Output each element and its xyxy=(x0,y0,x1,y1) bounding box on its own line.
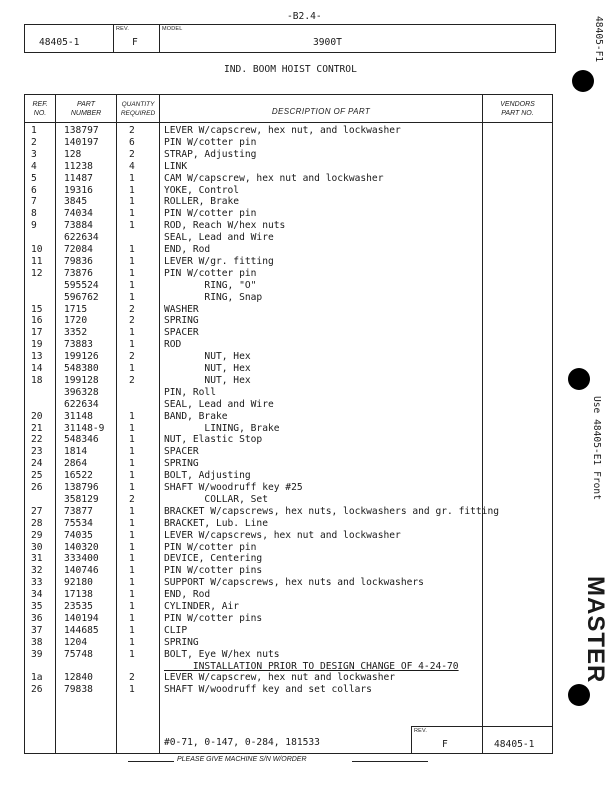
cell-part: 199126 xyxy=(64,351,99,363)
cell-part: 140320 xyxy=(64,541,99,553)
cell-desc: LEVER W/capscrew, hex nut and lockwasher xyxy=(164,672,396,684)
cell-part: 1814 xyxy=(64,446,88,458)
cell-part: 140194 xyxy=(64,612,99,624)
cell-ref: 6 xyxy=(31,184,37,196)
table-row xyxy=(25,672,552,684)
cell-ref: 27 xyxy=(31,505,43,517)
cell-qty: 1 xyxy=(129,434,135,446)
cell-qty: 1 xyxy=(129,458,135,470)
header-rev: F xyxy=(132,37,138,48)
cell-desc: BRACKET, Lub. Line xyxy=(164,517,268,529)
cell-ref: 32 xyxy=(31,565,43,577)
table-row xyxy=(25,565,552,577)
table-row xyxy=(25,196,552,208)
footer-refs: #0-71, 0-147, 0-284, 181533 xyxy=(164,737,320,748)
cell-part: 3352 xyxy=(64,327,88,339)
cell-ref: 15 xyxy=(31,303,43,315)
cell-part: 92180 xyxy=(64,577,93,589)
col-vendor-header: VENDORS PART NO. xyxy=(500,101,535,117)
cell-part: 23535 xyxy=(64,601,93,612)
cell-qty: 1 xyxy=(129,255,135,267)
cell-desc: BOLT, Adjusting xyxy=(164,470,251,482)
cell-ref: 4 xyxy=(31,160,37,172)
cell-desc: INSTALLATION PRIOR TO DESIGN CHANGE OF 4-24-70 xyxy=(164,660,459,672)
table-row xyxy=(25,530,552,542)
cell-qty: 1 xyxy=(129,684,135,696)
cell-ref: 22 xyxy=(31,434,43,446)
cell-desc: ROD, Reach W/hex nuts xyxy=(164,220,286,232)
cell-qty: 1 xyxy=(129,601,135,612)
cell-part: 358129 xyxy=(64,493,99,505)
cell-desc: NUT, Hex xyxy=(164,351,251,363)
cell-qty: 1 xyxy=(129,636,135,648)
cell-qty: 1 xyxy=(129,565,135,577)
master-stamp: MASTER xyxy=(582,576,609,684)
cell-part: 75748 xyxy=(64,648,93,660)
footer-part-no: 48405-1 xyxy=(494,739,535,750)
cell-desc: LEVER W/capscrew, hex nut, and lockwasher xyxy=(164,125,401,136)
cell-qty: 1 xyxy=(129,529,135,541)
cell-part: 74035 xyxy=(64,529,93,541)
cell-desc: LEVER W/capscrews, hex nut and lockwasher xyxy=(164,529,401,541)
cell-qty: 1 xyxy=(129,482,135,493)
header-box xyxy=(24,24,556,53)
cell-part: 31148 xyxy=(64,410,93,422)
table-row xyxy=(25,185,552,197)
cell-qty: 1 xyxy=(129,172,135,184)
cell-part: 73884 xyxy=(64,220,93,232)
table-row xyxy=(25,161,552,173)
cell-qty: 1 xyxy=(129,541,135,553)
cell-part: 199128 xyxy=(64,374,99,386)
table-row xyxy=(25,470,552,482)
cell-desc: RING, "O" xyxy=(164,279,257,291)
cell-desc: SPRING xyxy=(164,458,199,470)
cell-qty: 1 xyxy=(129,612,135,624)
cell-part: 79838 xyxy=(64,684,93,696)
cell-ref: 29 xyxy=(31,529,43,541)
cell-ref: 34 xyxy=(31,589,43,601)
cell-ref: 26 xyxy=(31,482,43,493)
cell-part: 548346 xyxy=(64,434,99,446)
cell-desc: NUT, Elastic Stop xyxy=(164,434,263,446)
cell-desc: LINK xyxy=(164,160,188,172)
cell-qty: 1 xyxy=(129,505,135,517)
table-row xyxy=(25,304,552,316)
cell-desc: PIN, Roll xyxy=(164,386,216,398)
cell-part: 11487 xyxy=(64,172,93,184)
cell-desc: YOKE, Control xyxy=(164,184,240,196)
cell-ref: 16 xyxy=(31,315,43,327)
page-number: -B2.4- xyxy=(287,11,322,22)
parts-table xyxy=(24,94,553,754)
table-row xyxy=(25,446,552,458)
table-row xyxy=(25,589,552,601)
footer-rev: F xyxy=(442,739,448,750)
table-row xyxy=(25,387,552,399)
col-ref-header: REF. NO. xyxy=(32,101,48,117)
cell-desc: WASHER xyxy=(164,303,199,315)
cell-desc: SHAFT W/woodruff key #25 xyxy=(164,482,303,493)
table-row xyxy=(25,220,552,232)
cell-qty: 1 xyxy=(129,327,135,339)
table-row xyxy=(25,506,552,518)
cell-part: 333400 xyxy=(64,553,99,565)
margin-use-note: Use 48405-E1 Front xyxy=(591,396,602,500)
cell-desc: PIN W/cotter pin xyxy=(164,267,257,279)
table-row xyxy=(25,625,552,637)
table-row xyxy=(25,149,552,161)
cell-ref: 31 xyxy=(31,553,43,565)
cell-desc: SHAFT W/woodruff key and set collars xyxy=(164,684,372,696)
cell-desc: CAM W/capscrew, hex nut and lockwasher xyxy=(164,172,384,184)
table-row xyxy=(25,256,552,268)
cell-qty: 1 xyxy=(129,422,135,434)
punch-hole-bottom xyxy=(568,684,590,706)
cell-qty: 2 xyxy=(129,315,135,327)
cell-part: 622634 xyxy=(64,398,99,410)
table-row xyxy=(25,649,552,661)
cell-desc: COLLAR, Set xyxy=(164,493,268,505)
cell-desc: PIN W/cotter pin xyxy=(164,541,257,553)
cell-desc: END, Rod xyxy=(164,244,211,255)
cell-desc: LEVER W/gr. fitting xyxy=(164,255,274,267)
cell-qty: 1 xyxy=(129,648,135,660)
table-row xyxy=(25,661,552,673)
table-row xyxy=(25,125,552,137)
cell-ref: 18 xyxy=(31,374,43,386)
cell-qty: 1 xyxy=(129,208,135,220)
cell-ref: 25 xyxy=(31,470,43,482)
cell-part: 11238 xyxy=(64,160,93,172)
cell-ref: 20 xyxy=(31,410,43,422)
cell-desc: STRAP, Adjusting xyxy=(164,148,257,160)
cell-qty: 1 xyxy=(129,291,135,303)
cell-desc: PIN W/cotter pin xyxy=(164,136,257,148)
cell-desc: PIN W/cotter pin xyxy=(164,208,257,220)
cell-desc: PIN W/cotter pins xyxy=(164,565,263,577)
cell-desc: CLIP xyxy=(164,624,188,636)
cell-ref: 36 xyxy=(31,612,43,624)
cell-desc: LINING, Brake xyxy=(164,422,280,434)
cell-part: 1720 xyxy=(64,315,88,327)
table-row xyxy=(25,208,552,220)
cell-part: 16522 xyxy=(64,470,93,482)
table-row xyxy=(25,268,552,280)
cell-part: 72084 xyxy=(64,244,93,255)
cell-ref: 37 xyxy=(31,624,43,636)
table-row xyxy=(25,363,552,375)
cell-qty: 1 xyxy=(129,196,135,208)
cell-ref: 28 xyxy=(31,517,43,529)
col-desc-header: DESCRIPTION OF PART xyxy=(271,107,371,116)
cell-desc: CYLINDER, Air xyxy=(164,601,240,612)
cell-part: 31148-9 xyxy=(64,422,105,434)
table-row xyxy=(25,339,552,351)
cell-ref: 14 xyxy=(31,363,43,374)
table-row xyxy=(25,423,552,435)
cell-ref: 10 xyxy=(31,244,43,255)
table-row xyxy=(25,542,552,554)
header-model: 3900T xyxy=(313,37,342,48)
table-row xyxy=(25,137,552,149)
cell-desc: ROD xyxy=(164,339,182,351)
cell-part: 73876 xyxy=(64,267,93,279)
section-title: IND. BOOM HOIST CONTROL xyxy=(224,64,357,75)
table-row xyxy=(25,637,552,649)
cell-qty: 6 xyxy=(129,136,135,148)
table-row xyxy=(25,173,552,185)
cell-desc: END, Rod xyxy=(164,589,211,601)
cell-desc: SEAL, Lead and Wire xyxy=(164,398,274,410)
cell-qty: 1 xyxy=(129,410,135,422)
cell-desc: SPACER xyxy=(164,327,199,339)
cell-qty: 1 xyxy=(129,220,135,232)
table-row xyxy=(25,577,552,589)
cell-part: 19316 xyxy=(64,184,93,196)
cell-ref: 1a xyxy=(31,672,43,684)
cell-part: 17138 xyxy=(64,589,93,601)
table-row xyxy=(25,244,552,256)
table-row xyxy=(25,482,552,494)
footer-notice: PLEASE GIVE MACHINE S/N W/ORDER xyxy=(128,756,428,766)
cell-part: 128 xyxy=(64,148,82,160)
cell-desc: SPRING xyxy=(164,636,199,648)
table-row xyxy=(25,613,552,625)
cell-ref: 8 xyxy=(31,208,37,220)
cell-ref: 3 xyxy=(31,148,37,160)
cell-qty: 1 xyxy=(129,589,135,601)
cell-ref: 2 xyxy=(31,136,37,148)
cell-ref: 1 xyxy=(31,125,37,136)
cell-qty: 1 xyxy=(129,279,135,291)
footer-box xyxy=(411,726,552,754)
cell-part: 140197 xyxy=(64,136,99,148)
cell-ref: 11 xyxy=(31,255,43,267)
cell-qty: 2 xyxy=(129,493,135,505)
cell-part: 74034 xyxy=(64,208,93,220)
cell-part: 140746 xyxy=(64,565,99,577)
cell-desc: NUT, Hex xyxy=(164,363,251,374)
punch-hole-middle xyxy=(568,368,590,390)
table-row xyxy=(25,292,552,304)
table-row xyxy=(25,494,552,506)
table-row xyxy=(25,232,552,244)
punch-hole-top xyxy=(572,70,594,92)
cell-part: 73883 xyxy=(64,339,93,351)
table-row xyxy=(25,458,552,470)
cell-ref: 39 xyxy=(31,648,43,660)
cell-qty: 2 xyxy=(129,148,135,160)
cell-ref: 19 xyxy=(31,339,43,351)
cell-qty: 1 xyxy=(129,184,135,196)
cell-part: 548380 xyxy=(64,363,99,374)
table-row xyxy=(25,518,552,530)
cell-qty: 1 xyxy=(129,553,135,565)
cell-ref: 30 xyxy=(31,541,43,553)
cell-part: 2864 xyxy=(64,458,88,470)
table-row xyxy=(25,375,552,387)
cell-qty: 1 xyxy=(129,517,135,529)
cell-desc: ROLLER, Brake xyxy=(164,196,240,208)
cell-desc: SEAL, Lead and Wire xyxy=(164,232,274,244)
cell-part: 595524 xyxy=(64,279,99,291)
cell-qty: 2 xyxy=(129,672,135,684)
cell-qty: 1 xyxy=(129,267,135,279)
cell-desc: BAND, Brake xyxy=(164,410,228,422)
cell-ref: 21 xyxy=(31,422,43,434)
cell-qty: 2 xyxy=(129,125,135,136)
cell-qty: 4 xyxy=(129,160,135,172)
table-row xyxy=(25,315,552,327)
margin-part-code: 48405-F1 xyxy=(593,16,604,63)
cell-ref: 9 xyxy=(31,220,37,232)
model-label: MODEL xyxy=(162,26,183,32)
cell-desc: DEVICE, Centering xyxy=(164,553,263,565)
table-row xyxy=(25,351,552,363)
cell-ref: 26 xyxy=(31,684,43,696)
cell-desc: SPACER xyxy=(164,446,199,458)
cell-desc: BRACKET W/capscrews, hex nuts, lockwashers and gr. fitting xyxy=(164,505,500,517)
header-part-no: 48405-1 xyxy=(39,37,80,48)
cell-part: 75534 xyxy=(64,517,93,529)
cell-qty: 2 xyxy=(129,374,135,386)
table-row xyxy=(25,399,552,411)
cell-part: 138797 xyxy=(64,125,99,136)
col-part-header: PART NUMBER xyxy=(70,101,102,117)
cell-part: 73877 xyxy=(64,505,93,517)
cell-part: 1204 xyxy=(64,636,88,648)
cell-ref: 35 xyxy=(31,601,43,612)
cell-ref: 24 xyxy=(31,458,43,470)
col-qty-header: QUANTITY REQUIRED xyxy=(120,101,156,117)
cell-ref: 33 xyxy=(31,577,43,589)
footer-rev-label: REV. xyxy=(414,728,428,734)
cell-part: 144685 xyxy=(64,624,99,636)
table-row xyxy=(25,684,552,696)
cell-part: 12840 xyxy=(64,672,93,684)
cell-desc: SUPPORT W/capscrews, hex nuts and lockwashers xyxy=(164,577,424,589)
cell-ref: 17 xyxy=(31,327,43,339)
cell-part: 3845 xyxy=(64,196,88,208)
table-row xyxy=(25,601,552,613)
table-row xyxy=(25,434,552,446)
table-row xyxy=(25,280,552,292)
cell-desc: SPRING xyxy=(164,315,199,327)
cell-ref: 12 xyxy=(31,267,43,279)
cell-ref: 7 xyxy=(31,196,37,208)
cell-qty: 1 xyxy=(129,244,135,255)
cell-part: 1715 xyxy=(64,303,88,315)
cell-part: 138796 xyxy=(64,482,99,493)
table-row xyxy=(25,553,552,565)
cell-part: 622634 xyxy=(64,232,99,244)
cell-desc: PIN W/cotter pins xyxy=(164,612,263,624)
cell-part: 396328 xyxy=(64,386,99,398)
cell-qty: 2 xyxy=(129,351,135,363)
cell-ref: 23 xyxy=(31,446,43,458)
cell-qty: 1 xyxy=(129,339,135,351)
cell-qty: 1 xyxy=(129,446,135,458)
cell-part: 79836 xyxy=(64,255,93,267)
table-row xyxy=(25,411,552,423)
cell-qty: 1 xyxy=(129,470,135,482)
cell-desc: RING, Snap xyxy=(164,291,263,303)
cell-qty: 2 xyxy=(129,303,135,315)
cell-ref: 13 xyxy=(31,351,43,363)
cell-qty: 1 xyxy=(129,363,135,374)
cell-ref: 5 xyxy=(31,172,37,184)
cell-qty: 1 xyxy=(129,577,135,589)
cell-qty: 1 xyxy=(129,624,135,636)
cell-desc: BOLT, Eye W/hex nuts xyxy=(164,648,280,660)
rev-label: REV. xyxy=(116,26,130,32)
cell-ref: 38 xyxy=(31,636,43,648)
cell-desc: NUT, Hex xyxy=(164,374,251,386)
table-row xyxy=(25,327,552,339)
cell-part: 596762 xyxy=(64,291,99,303)
